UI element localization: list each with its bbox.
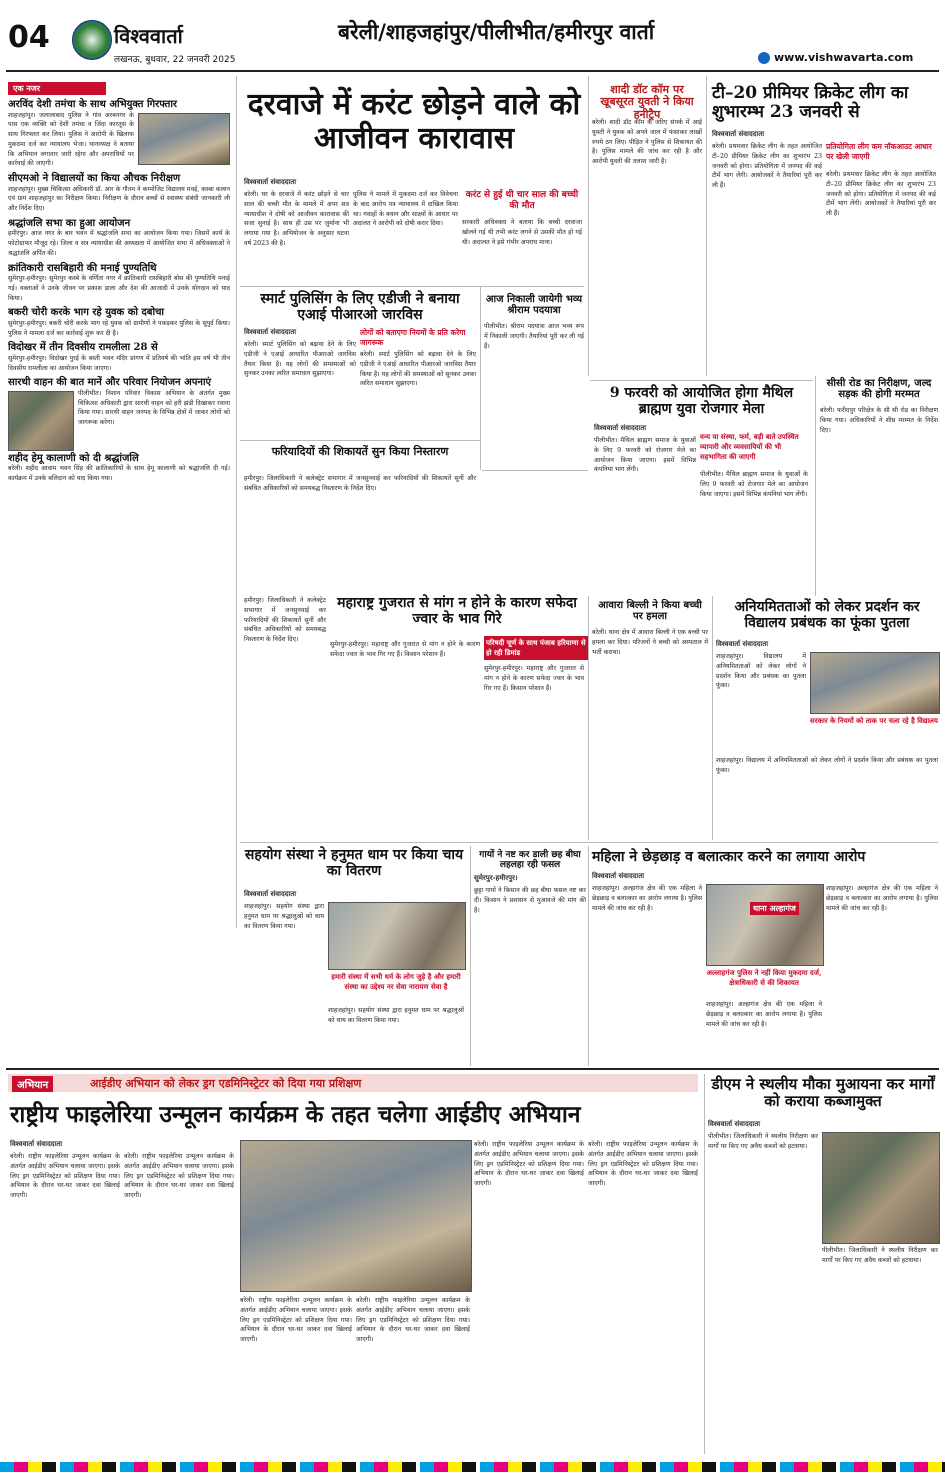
article-body: सुमेरपुर-हमीरपुर। विदोखर पुरई के बस्ती भवन मंदिर प्रांगण में प्रतिवर्ष की भांति इस वर्ष भी तीन दिवसीय रामलीला का आयोजन किया जाएगा। [8, 354, 230, 372]
byline: विश्ववार्ता संवाददाता [592, 872, 645, 880]
column-rule [588, 596, 589, 840]
headline: विदोखर में तीन दिवसीय रामलीला 28 से [8, 342, 158, 354]
protest-photo [810, 652, 940, 714]
byline: विश्ववार्ता संवाददाता [708, 1120, 761, 1128]
article-body: बरेली। राष्ट्रीय फाइलेरिया उन्मूलन कार्यक्रम के अंतर्गत आईडीए अभियान चलाया जाएगा। इसके लिए ड्रग एडमिनिस्ट्रेटर को प्रशिक्षण दिया गया। अभियान के दौरान घर-घर जाकर दवा खिलाई जाएगी। [588, 1141, 698, 1187]
article-body: शाहजहांपुर। अल्हागंज क्षेत्र की एक महिला ने छेड़छाड़ व बलात्कार का आरोप लगाया है। पुलिस मामले की जांच कर रही है। [706, 1001, 822, 1028]
left-column [8, 76, 230, 928]
article-body: बरेली। फरीदपुर परिक्षेत्र के सी सी रोड का निरीक्षण किया गया। अधिकारियों ने शीघ्र मरम्मत के निर्देश दिए। [820, 407, 938, 434]
article-body: सुमेरपुर-हमीरपुर। सुमेरपुर कस्बे के वर्णिता नगर में क्रांतिकारी रासबिहारी बोस की पुण्यतिथि मनाई गई। वक्ताओं ने उनके जीवन पर प्रकाश डाला और देश की आजादी में उनके योगदान को याद किया। [8, 275, 230, 302]
headline: टी–20 प्रीमियर क्रिकेट लीग का शुभारम्भ 23 जनवरी से [712, 83, 909, 123]
column-rule [236, 76, 237, 928]
lead-subhead [462, 190, 582, 212]
article-body: बरेली। स्मार्ट पुलिसिंग को बढ़ावा देने के लिए एडीजी ने एआई आधारित पीआरओ जारविस तैयार किया है। यह लोगों की समस्याओं को सुनकर उनका त्वरित समाधान सुझाएगा। [360, 351, 476, 388]
dateline: लखनऊ, बुधवार, 22 जनवरी 2025 [114, 55, 236, 65]
byline: विश्ववार्ता संवाददाता [10, 1140, 63, 1148]
article-body: बरेली। घर के दरवाजे में करंट छोड़ने से चार साल की बच्ची मौत के मामले में अपर सत्र न्यायाधीश ने दोषी को आजीवन कारावास की सजा सुनाई है। साथ ही उस पर जुर्माना भी लगाया गया है। अभियोजन के अनुसार घटना वर्ष 2023 की है। [244, 191, 349, 247]
t20-sub: प्रतियोगिता लीग कम नॉकआउट आधार पर खेली जाएगी [826, 142, 932, 161]
article-body: सरकारी अधिवक्ता ने बताया कि बच्ची दरवाजा खोलने गई थी तभी करंट लगने से उसकी मौत हो गई थी। अदालत ने इसे गंभीर अपराध माना। [462, 219, 582, 246]
mahila-caption: अल्लाहगंज पुलिस ने नहीं किया मुकदमा दर्ज, क्षेत्राधिकारी से की शिकायत [706, 968, 822, 987]
article-body: शाहजहांपुर। सहयोग संस्था द्वारा हनुमत धाम पर श्रद्धालुओं को चाय का वितरण किया गया। [328, 1007, 464, 1024]
headline: गायों ने नष्ट कर डाली छह बीघा लहलहा रही फसल [479, 850, 581, 871]
byline: विश्ववार्ता संवाददाता [712, 130, 765, 138]
smart-sub: लोगों को बताएगा नियमों के प्रति करेगा जागरूक [360, 328, 466, 347]
article-body: शाहजहांपुर। अल्हागंज क्षेत्र की एक महिला ने छेड़छाड़ व बलात्कार का आरोप लगाया है। पुलिस मामले की जांच कर रही है। [826, 885, 938, 912]
article-body: पीलीभीत। जिलाधिकारी ने स्थलीय निरीक्षण कर मार्गों पर किए गए अवैध कब्जों को हटवाया। [708, 1133, 818, 1150]
jwar-sub: परिषदी चूर्ण के साथ पंजाब हरियाणा से हो रही डिमांड [484, 636, 588, 660]
article-body: हमीरपुर। जिलाधिकारी ने कलेक्ट्रेट सभागार में जनसुनवाई कर फरियादियों की शिकायतें सुनीं और संबंधित अधिकारियों को समयबद्ध निस्तारण के निर्देश दिए। [244, 597, 326, 643]
article-body: बरेली। शहीद आवाम भवन सिंह की क्रांतिकारियों के साथ हेमू कालाणी को श्रद्धांजलि दी गई। कार्यक्रम में उनके बलिदान को याद किया गया। [8, 465, 230, 482]
headline: सारथी वाहन की बात मानें और परिवार नियोजन अपनाएं [8, 377, 212, 389]
headline: सीएमओ ने विद्यालयों का किया औचक निरीक्षण [8, 173, 181, 184]
article-body: शाहजहांपुर। मुख्य चिकित्सा अधिकारी डॉ. आर के गौतम ने कम्पोजिट विद्यालय मवई, कस्बा कलान एवं ग्राम शाहजहांपुर का निरीक्षण किया। निरीक्षण के दौरान बच्चों से स्वास्थ्य संबंधी जानकारी ली और निर्देश दिए। [8, 185, 230, 212]
headline: बकरी चोरी करके भाग रहे युवक को दबोचा [8, 307, 165, 319]
article-body: पीलीभीत। मैथिल ब्राह्मण समाज के युवाओं के लिए 9 फरवरी को रोजगार मेले का आयोजन किया जाएगा। इसमें विभिन्न कंपनियां भाग लेंगी। [700, 471, 808, 498]
article-body: शाहजहांपुर। अल्हागंज क्षेत्र की एक महिला ने छेड़छाड़ व बलात्कार का आरोप लगाया है। पुलिस मामले की जांच कर रही है। [592, 885, 702, 912]
headline: श्रद्धांजलि सभा का हुआ आयोजन [8, 217, 131, 229]
article-body: पीलीभीत। जिलाधिकारी ने स्थलीय निरीक्षण कर मार्गों पर किए गए अवैध कब्जों को हटवाया। [822, 1247, 938, 1264]
article-body: बरेली। राष्ट्रीय फाइलेरिया उन्मूलन कार्यक्रम के अंतर्गत आईडीए अभियान चलाया जाएगा। इसके लिए ड्रग एडमिनिस्ट्रेटर को प्रशिक्षण दिया गया। अभियान के दौरान घर-घर जाकर दवा खिलाई जाएगी। [240, 1297, 352, 1343]
byline: विश्ववार्ता संवाददाता [716, 640, 769, 648]
training-photo [240, 1140, 472, 1292]
column-rule [588, 76, 589, 376]
anyam-sub: सरकार के नियमों को ताक पर चला रहे है विद्यालय [810, 716, 938, 725]
sahyog-sub: हमारी संस्था में सभी धर्म के लोग जुड़े है और हमारी संस्था का उद्देश्य नर सेवा नारायण सेवा है [331, 972, 461, 991]
banner-rule [6, 1068, 939, 1070]
ek-nazar-tag: एक नजर [8, 82, 106, 95]
column-rule [470, 846, 471, 1066]
article-body: सुमेरपुर-हमीरपुर। महाराष्ट्र और गुजरात से मांग न होने के कारण सफेदा ज्वार के भाव गिर गए हैं। किसान परेशान हैं। [484, 665, 584, 692]
headline: महाराष्ट्र गुजरात से मांग न होने के कारण सफेदा ज्वार के भाव गिरे [337, 595, 577, 627]
article-body: बरेली। राष्ट्रीय फाइलेरिया उन्मूलन कार्यक्रम के अंतर्गत आईडीए अभियान चलाया जाएगा। इसके लिए ड्रग एडमिनिस्ट्रेटर को प्रशिक्षण दिया गया। अभियान के दौरान घर-घर जाकर दवा खिलाई जाएगी। [10, 1153, 120, 1199]
column-rule [706, 76, 707, 376]
column-rule [480, 286, 481, 470]
banner-headline: राष्ट्रीय फाइलेरिया उन्मूलन कार्यक्रम के तहत चलेगा आईडीए अभियान [10, 1101, 581, 1128]
section-rule [240, 440, 480, 441]
article-body: बरेली। स्मार्ट पुलिसिंग को बढ़ावा देने के लिए एडीजी ने एआई आधारित पीआरओ जारविस तैयार किया है। यह लोगों की समस्याओं को सुनकर उनका त्वरित समाधान सुझाएगा। [244, 341, 356, 378]
header-rule [6, 70, 939, 72]
headline: फरियादियों की शिकायतें सुन किया निस्तारण [271, 445, 449, 458]
article-body: सुमेरपुर-हमीरपुर। महाराष्ट्र और गुजरात से मांग न होने के कारण सफेदा ज्वार के भाव गिर गए हैं। किसान परेशान हैं। [330, 641, 480, 658]
article-body: शाहजहांपुर। विद्यालय में अनियमितताओं को लेकर लोगों ने प्रदर्शन किया और प्रबंधक का पुतला फूंका। [716, 653, 806, 690]
byline: विश्ववार्ता संवाददाता [244, 178, 297, 186]
tea-distribution-photo [328, 902, 466, 970]
headline: आवारा बिल्ली ने किया बच्ची पर हमला [598, 600, 702, 623]
article-body: बरेली। राष्ट्रीय फाइलेरिया उन्मूलन कार्यक्रम के अंतर्गत आईडीए अभियान चलाया जाएगा। इसके लिए ड्रग एडमिनिस्ट्रेटर को प्रशिक्षण दिया गया। अभियान के दौरान घर-घर जाकर दवा खिलाई जाएगी। [356, 1297, 470, 1343]
headline: स्मार्ट पुलिसिंग के लिए एडीजी ने बनाया एआई पीआरओ जारविस [260, 291, 460, 323]
article-body: बरेली। राष्ट्रीय फाइलेरिया उन्मूलन कार्यक्रम के अंतर्गत आईडीए अभियान चलाया जाएगा। इसके लिए ड्रग एडमिनिस्ट्रेटर को प्रशिक्षण दिया गया। अभियान के दौरान घर-घर जाकर दवा खिलाई जाएगी। [124, 1153, 234, 1199]
section-rule [240, 842, 938, 843]
headline: डीएम ने स्थलीय मौका मुआयना कर मार्गों को कराया कब्जामुक्त [711, 1075, 935, 1110]
byline: सुमेरपुर-हमीरपुर। [474, 874, 518, 882]
article-body: बरेली। प्रथमवार क्रिकेट लीग के तहत आयोजित टी–20 प्रीमियर क्रिकेट लीग का शुभारंभ 23 जनवरी को होगा। प्रतियोगिता में जनपद की कई टीमें भाग लेंगी। आयोजकों ने तैयारियां पूरी कर ली हैं। [826, 171, 936, 217]
headline: शहीद हेमू कालाणी को दी श्रद्धांजलि [8, 452, 139, 464]
section-rule [482, 470, 588, 471]
article-body: हमीरपुर। आज नगर के बार भवन में श्रद्धांजलि सभा का आयोजन किया गया। जिसमें कार्य के फोटोग्राफर मौजूद रहे। जिला व सत्र न्यायाधीश की अध्यक्षता में आयोजित सभा में अधिवक्ताओं ने श्रद्धांजलि अर्पित की। [8, 230, 230, 257]
mela-sub: वन्य या संस्था, फर्म, बड़ी बाते उपस्थित व्यापारी और व्यवसायियों की भी सहभागिता की जाएगी [700, 432, 799, 461]
headline: अरविंद देशी तमंचा के साथ अभियुक्त गिरफ्तार [8, 99, 178, 110]
byline: विश्ववार्ता संवाददाता [244, 890, 297, 898]
article-body: शाहजहांपुर। सहयोग संस्था द्वारा हनुमत धाम पर श्रद्धालुओं को चाय का वितरण किया गया। [244, 903, 324, 930]
headline: आज निकाली जायेगी भव्य श्रीराम पदयात्रा [485, 294, 583, 317]
station-sign: थाना अल्हागंज [750, 902, 799, 915]
section-rule [240, 286, 584, 287]
headline: सीसी रोड का निरीक्षण, जल्द सड़क की होगी मरम्मत [826, 378, 932, 401]
page-number: 04 [8, 20, 50, 55]
byline: विश्ववार्ता संवाददाता [244, 328, 297, 336]
article-body: बरेली। प्रथमवार क्रिकेट लीग के तहत आयोजित टी–20 प्रीमियर क्रिकेट लीग का शुभारंभ 23 जनवरी को होगा। प्रतियोगिता में जनपद की कई टीमें भाग लेंगी। आयोजकों ने तैयारियां पूरी कर ली हैं। [712, 143, 822, 189]
column-rule [704, 1074, 705, 1454]
news-photo [138, 113, 230, 165]
web-icon [758, 52, 770, 64]
article-body: शाहजहांपुर। विद्यालय में अनियमितताओं को लेकर लोगों ने प्रदर्शन किया और प्रबंधक का पुतला फूंका। [716, 757, 938, 774]
news-photo [8, 391, 74, 451]
article-body: पीलीभीत। मैथिल ब्राह्मण समाज के युवाओं के लिए 9 फरवरी को रोजगार मेले का आयोजन किया जाएगा। इसमें विभिन्न कंपनियां भाग लेंगी। [594, 437, 696, 474]
color-registration-bar [0, 1462, 945, 1472]
article-body: पीलीभीत। श्रीराम पदयात्रा आज भव्य रूप में निकाली जाएगी। तैयारियां पूरी कर ली गई हैं। [484, 323, 584, 350]
logo-icon [72, 20, 112, 60]
article-body: शाहजहांपुर। जलालाबाद पुलिस ने गांव अरबनगर के पास एक व्यक्ति को देशी तमंचा व जिंदा कारतूस के साथ गिरफ्तार कर लिया। पुलिस ने आरोपी के खिलाफ मुकदमा दर्ज कर न्यायालय भेजा। थानाध्यक्ष ने बताया कि अभियान लगातार जारी रहेगा और अपराधियों पर कार्रवाई की जाएगी। [8, 111, 134, 168]
article-body: बरेली। राष्ट्रीय फाइलेरिया उन्मूलन कार्यक्रम के अंतर्गत आईडीए अभियान चलाया जाएगा। इसके लिए ड्रग एडमिनिस्ट्रेटर को प्रशिक्षण दिया गया। अभियान के दौरान घर-घर जाकर दवा खिलाई जाएगी। [474, 1141, 584, 1187]
article-body: छुट्टा गायों ने किसान की छह बीघा फसल नष्ट कर दी। किसान ने प्रशासन से मुआवजे की मांग की है। [474, 887, 586, 914]
subhead-text: करंट से हुई थी चार साल की बच्ची की मौत [465, 190, 579, 211]
article-body: सुमेरपुर-हमीरपुर। बकरी चोरी करके भाग रहे युवक को ग्रामीणों ने पकड़कर पुलिस के सुपुर्द किया। पुलिस ने मामला दर्ज कर कार्रवाई शुरू कर दी है। [8, 319, 230, 337]
headline: 9 फरवरी को आयोजित होगा मैथिल ब्राह्मण युवा रोजगार मेला [609, 385, 794, 417]
police-station-photo [706, 884, 824, 966]
byline: विश्ववार्ता संवाददाता [594, 424, 647, 432]
headline: महिला ने छेड़छाड़ व बलात्कार करने का लगाया आरोप [592, 849, 866, 865]
dm-inspection-photo [822, 1132, 940, 1244]
edition-title: बरेली/शाहजहांपुर/पीलीभीत/हमीरपुर वार्ता [338, 19, 655, 44]
banner-kicker: आईडीए अभियान को लेकर ड्रग एडमिनिस्ट्रेटर को दिया गया प्रशिक्षण [90, 1077, 362, 1090]
headline: क्रांतिकारी रासबिहारी की मनाई पुण्यतिथि [8, 262, 157, 274]
headline: शादी डॉट कॉम पर खूबसूरत युवती ने किया हनीट्रैप [600, 83, 694, 121]
headline: अनियमितताओं को लेकर प्रदर्शन कर विद्यालय प्रबंधक का फूंका पुतला [734, 599, 920, 631]
website-link[interactable]: www.vishwavarta.com [774, 51, 914, 64]
lead-headline: दरवाजे में करंट छोड़ने वाले को आजीवन कारावास [247, 87, 581, 156]
article-body: पुलिस ने मामले में मुकदमा दर्ज कर विवेचना के बाद आरोप पत्र न्यायालय में दाखिल किया था। गवाहों के बयान और साक्ष्यों के आधार पर अदालत ने आरोपी को दोषी करार दिया। [353, 191, 458, 228]
column-rule [712, 596, 713, 840]
article-body: बरेली। शादी डॉट कॉम के जरिए संपर्क में आई युवती ने युवक को अपने जाल में फंसाकर लाखों रुपये ठग लिए। पीड़ित ने पुलिस से शिकायत की है। पुलिस मामले की जांच कर रही है और आरोपी युवती की तलाश जारी है। [592, 119, 702, 165]
column-rule [815, 376, 816, 596]
headline: सहयोग संस्था ने हनुमत धाम पर किया चाय का वितरण [244, 847, 464, 879]
article-body: हमीरपुर। जिलाधिकारी ने कलेक्ट्रेट सभागार में जनसुनवाई कर फरियादियों की शिकायतें सुनीं और संबंधित अधिकारियों को समयबद्ध निस्तारण के निर्देश दिए। [244, 475, 476, 492]
column-rule [588, 846, 589, 1066]
abhiyan-tag: अभियान [12, 1076, 53, 1092]
section-rule [590, 380, 813, 381]
article-body: बरेली। थाना क्षेत्र में आवारा बिल्ली ने एक बच्ची पर हमला कर दिया। परिजनों ने बच्ची को अस्पताल में भर्ती कराया। [592, 629, 708, 656]
article-body: पीलीभीत। निशान परिवार विकास अभियान के अंतर्गत मुख्य चिकित्सा अधिकारी द्वारा सारथी वाहन को हरी झंडी दिखाकर रवाना किया गया। सारथी वाहन जनपद के विभिन्न क्षेत्रों में जाकर लोगों को जागरूक करेगा। [78, 389, 230, 426]
brand-name: विश्ववार्ता [114, 24, 183, 48]
